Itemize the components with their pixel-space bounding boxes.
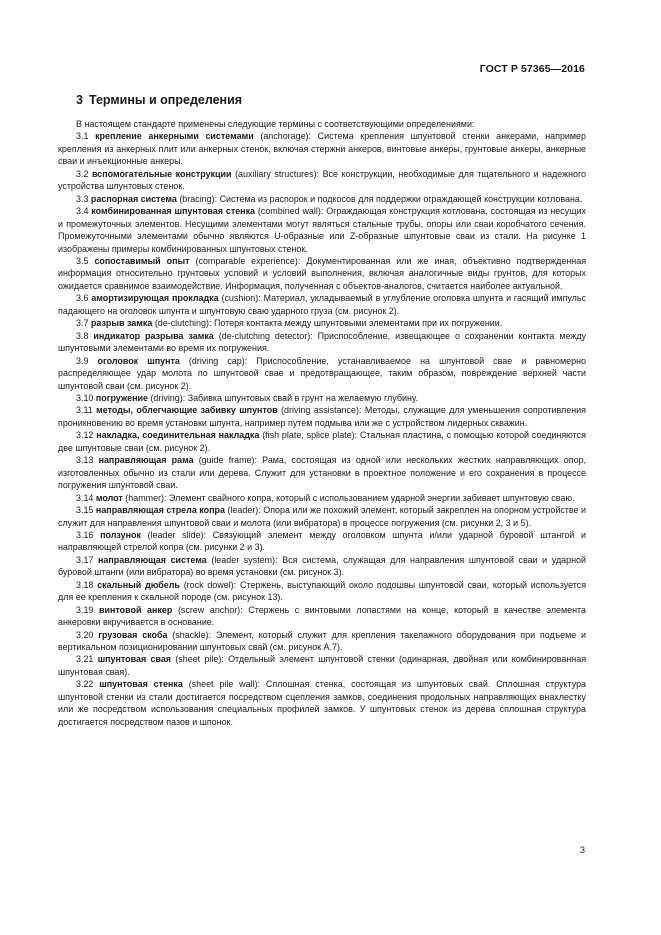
term-definition: Приспособление, извещающее о сохранении контакта между шпунтовыми элементами во время их погружения. [58,330,587,354]
term-english: (driving): [150,392,186,403]
term-name: грузовая скоба [98,629,168,640]
term-name: ползунок [100,529,141,540]
term-name: распорная система [90,193,177,204]
term-english: (leader slide): [147,529,207,540]
term-name: шпунтовая стенка [99,679,183,690]
term-entry [58,529,586,554]
term-definition: Система из распорок и подкосов для поддержки ограждающей конструкции котлована. [219,193,583,204]
term-number: 3.17 [76,554,94,565]
term-name: направляющая стрела копра [95,505,225,516]
term-number: 3.12 [76,430,94,441]
term-english: (rock dowel): [183,579,237,590]
term-name: погружение [95,392,148,403]
term-number: 3.18 [76,579,94,590]
term-number: 3.21 [76,654,94,665]
term-name: методы, облегчающие забивку шпунтов [96,405,278,416]
term-definition: Методы, служащие для уменьшения сопротивления проникновению во время установки шпунта, например путем подмыва или же с устройством лидерных скважин. [58,405,587,428]
term-number: 3.22 [76,679,94,690]
term-definition: Приспособление, устанавливаемое на шпунтовой свае и равномерно распределяющее удар молота по шпунтовой свае и предотвращающее, таким образом, повреждение верхней части шпунтовой сваи (см. рисунок 2). [58,355,586,391]
term-definition: Стержень, выступающий около подошвы шпунтовой сваи, который используется для ее крепления к скальной породе (см. рисунок 13). [58,579,587,603]
term-entry [58,330,586,355]
term-number: 3.16 [76,529,94,540]
term-number: 3.19 [76,604,94,615]
term-entry [58,678,586,728]
term-definition: Документированная или же иная, объективно подтвержденная информация относительно грунтовых условий и условий выполнения, включая аналогичные виды грунтов, для которых ожидается сравнимое взаимодействие. Информация, полученная с объектов-аналогов, считается наиболее актуальной. [58,255,587,291]
term-number: 3.14 [76,492,94,503]
term-name: амортизирующая прокладка [91,293,219,304]
term-entry [58,504,586,529]
term-definition: Сплошная стенка, состоящая из шпунтовых свай. Сплошная структура шпунтовой стенки из стали достигается посредством сцепления замков, соединения продольных направляющих внахлестку или же посредством использования специальных профилей замков. У шпунтовых стенок из дерева сплошная структура достигается посредством пазов и шпонок. [58,679,587,727]
term-number: 3.4 [76,206,89,217]
term-entry [58,392,586,404]
term-name: направляющая система [98,554,207,565]
term-number: 3.5 [76,255,89,266]
term-number: 3.9 [76,355,89,366]
term-definition: Все конструкции, необходимые для тщательного и надежного устройства шпунтовых стенок. [58,168,587,192]
term-entry [58,205,586,255]
term-english: (auxiliary structures): [235,168,320,179]
term-number: 3.7 [76,318,89,329]
term-english: (de-clutching): [154,318,212,329]
term-entry [58,604,586,629]
term-number: 3.6 [76,293,89,304]
term-definition: Вся система, служащая для направления шпунтовой сваи и ударной буровой штанги (или вибратора) во время установки (см. рисунок 3). [58,554,587,578]
page-number: 3 [579,845,585,856]
term-definition: Материал, укладываемый в углубление оголовка шпунта и гасящий импульс падающего на оголовок шпунта и шпунтовую сваю ударного груза (см. рисунок 2). [58,293,587,316]
term-name: скальный дюбель [97,579,180,590]
term-definition: Забивка шпунтовых свай в грунт на желаемую глубину. [187,392,418,403]
term-name: молот [95,492,123,503]
term-number: 3.15 [76,505,94,516]
term-number: 3.1 [76,131,89,142]
term-definition: Опора или же похожий элемент, который закреплен на опорном устройстве и служит для направления шпунтовой сваи и молота (или вибратора) в процессе погружения (см. рисунки 2, 3 и 5). [58,505,587,528]
term-english: (hammer): [125,492,167,503]
term-entry [58,492,586,504]
term-english: (de-clutching detector): [218,330,313,341]
term-english: (driving cap): [188,355,248,366]
term-name: индикатор разрыва замка [93,330,214,341]
term-entry [58,168,586,193]
term-entry [58,653,586,678]
term-entry [58,355,586,392]
term-english: (sheet pile wall): [188,679,261,690]
term-number: 3.20 [76,629,94,640]
term-entry [58,317,586,329]
term-entry [58,454,586,491]
term-english: (bracing): [179,193,218,204]
term-english: (leader system): [211,554,278,565]
term-name: комбинированная шпунтовая стенка [91,206,256,217]
term-entry [58,429,586,454]
term-definition: Элемент, который служит для крепления такелажного оборудования при подъеме и вертикальном позиционировании шпунтовых свай (см. рисунок А.7). [58,629,586,653]
term-english: (screw anchor): [177,604,243,615]
term-english: (combined wall): [257,206,324,217]
term-definition: Рама, состоящая из одной или нескольких жестких направляющих опор, изготовленных обычно из стали или дерева. Служит для установки в проектное положение и его сохранения в процессе погружения шпунтовой сваи. [58,455,587,491]
section-heading [76,93,242,107]
terms-body [58,118,586,728]
term-definition: Элемент свайного копра, который с использованием ударной энергии забивает шпунтовую сваю. [168,492,575,503]
term-english: (sheet pile): [175,654,224,665]
term-entry [58,404,586,429]
term-definition: Отдельный элемент шпунтовой стенки (одинарная, двойная или комбинированная шпунтовая свая). [58,654,587,677]
term-number: 3.2 [76,168,89,179]
term-english: (comparable experience): [195,255,301,266]
term-name: вспомогательные конструкции [91,168,232,179]
document-id: ГОСТ Р 57365—2016 [479,63,585,75]
term-english: (fish plate, splice plate): [262,430,358,441]
term-entry [58,292,586,317]
term-name: сопоставимый опыт [94,255,190,266]
term-entry [58,554,586,579]
term-name: разрыв замка [90,318,153,329]
intro-paragraph: В настоящем стандарте применены следующие термины с соответствующими определениями: [76,119,475,129]
term-english: (guide frame): [198,455,257,466]
term-definition: Система крепления шпунтовой стенки анкерами, например крепления из анкерных плит или анкерных стенок, включая стержни анкеров, винтовые анкеры, грунтовые анкеры, анкерные сваи и инъекционные анкеры. [58,131,587,167]
term-entry [58,579,586,604]
section-title: Термины и определения [88,93,243,107]
term-english: (leader): [227,505,261,516]
term-english: (shackle): [172,629,212,640]
term-english: (cushion): [221,293,261,304]
term-name: винтовой анкер [99,604,173,615]
term-name: шпунтовая свая [97,654,172,665]
term-number: 3.10 [76,392,94,403]
term-definition: Стальная пластина, с помощью которой соединяются две шпунтовые сваи (см. рисунок 2). [58,430,586,453]
term-definition: Связующий элемент между оголовком шпунта и/или ударной буровой штангой и направляющей стрелой копра (см. рисунки 2 и 3). [58,529,586,553]
term-english: (anchorage): [260,131,312,142]
term-name: крепление анкерными системами [95,131,254,142]
term-number: 3.11 [76,405,93,416]
term-entry [58,629,586,654]
term-english: (driving assistance): [281,405,362,416]
term-entry [58,193,586,205]
term-name: накладка, соединительная накладка [96,430,260,441]
term-entry [58,255,586,292]
term-name: оголовок шпунта [97,355,180,366]
term-number: 3.13 [76,455,94,466]
term-definition: Ограждающая конструкция котлована, состоящая из несущих и промежуточных элементов. Несущими элементами могут являться стальные трубы, опоры или сваи коробчатого сечения. Промежуточными элементами обычно являются U-образные или Z-образные шпунтовые сваи из стали. На рисунке 1 изображены примеры комбинированных шпунтовых стенок. [58,206,587,254]
term-number: 3.8 [76,330,89,341]
term-name: направляющая рама [98,455,194,466]
term-number: 3.3 [76,193,89,204]
section-number: 3 [76,93,83,107]
term-entry [58,130,586,167]
term-definition: Стержень с винтовыми лопастями на конце, который в качестве элемента анкеровки вкручивается в основание. [58,604,587,628]
term-definition: Потеря контакта между шпунтовыми элементами при их погружении. [213,318,503,329]
